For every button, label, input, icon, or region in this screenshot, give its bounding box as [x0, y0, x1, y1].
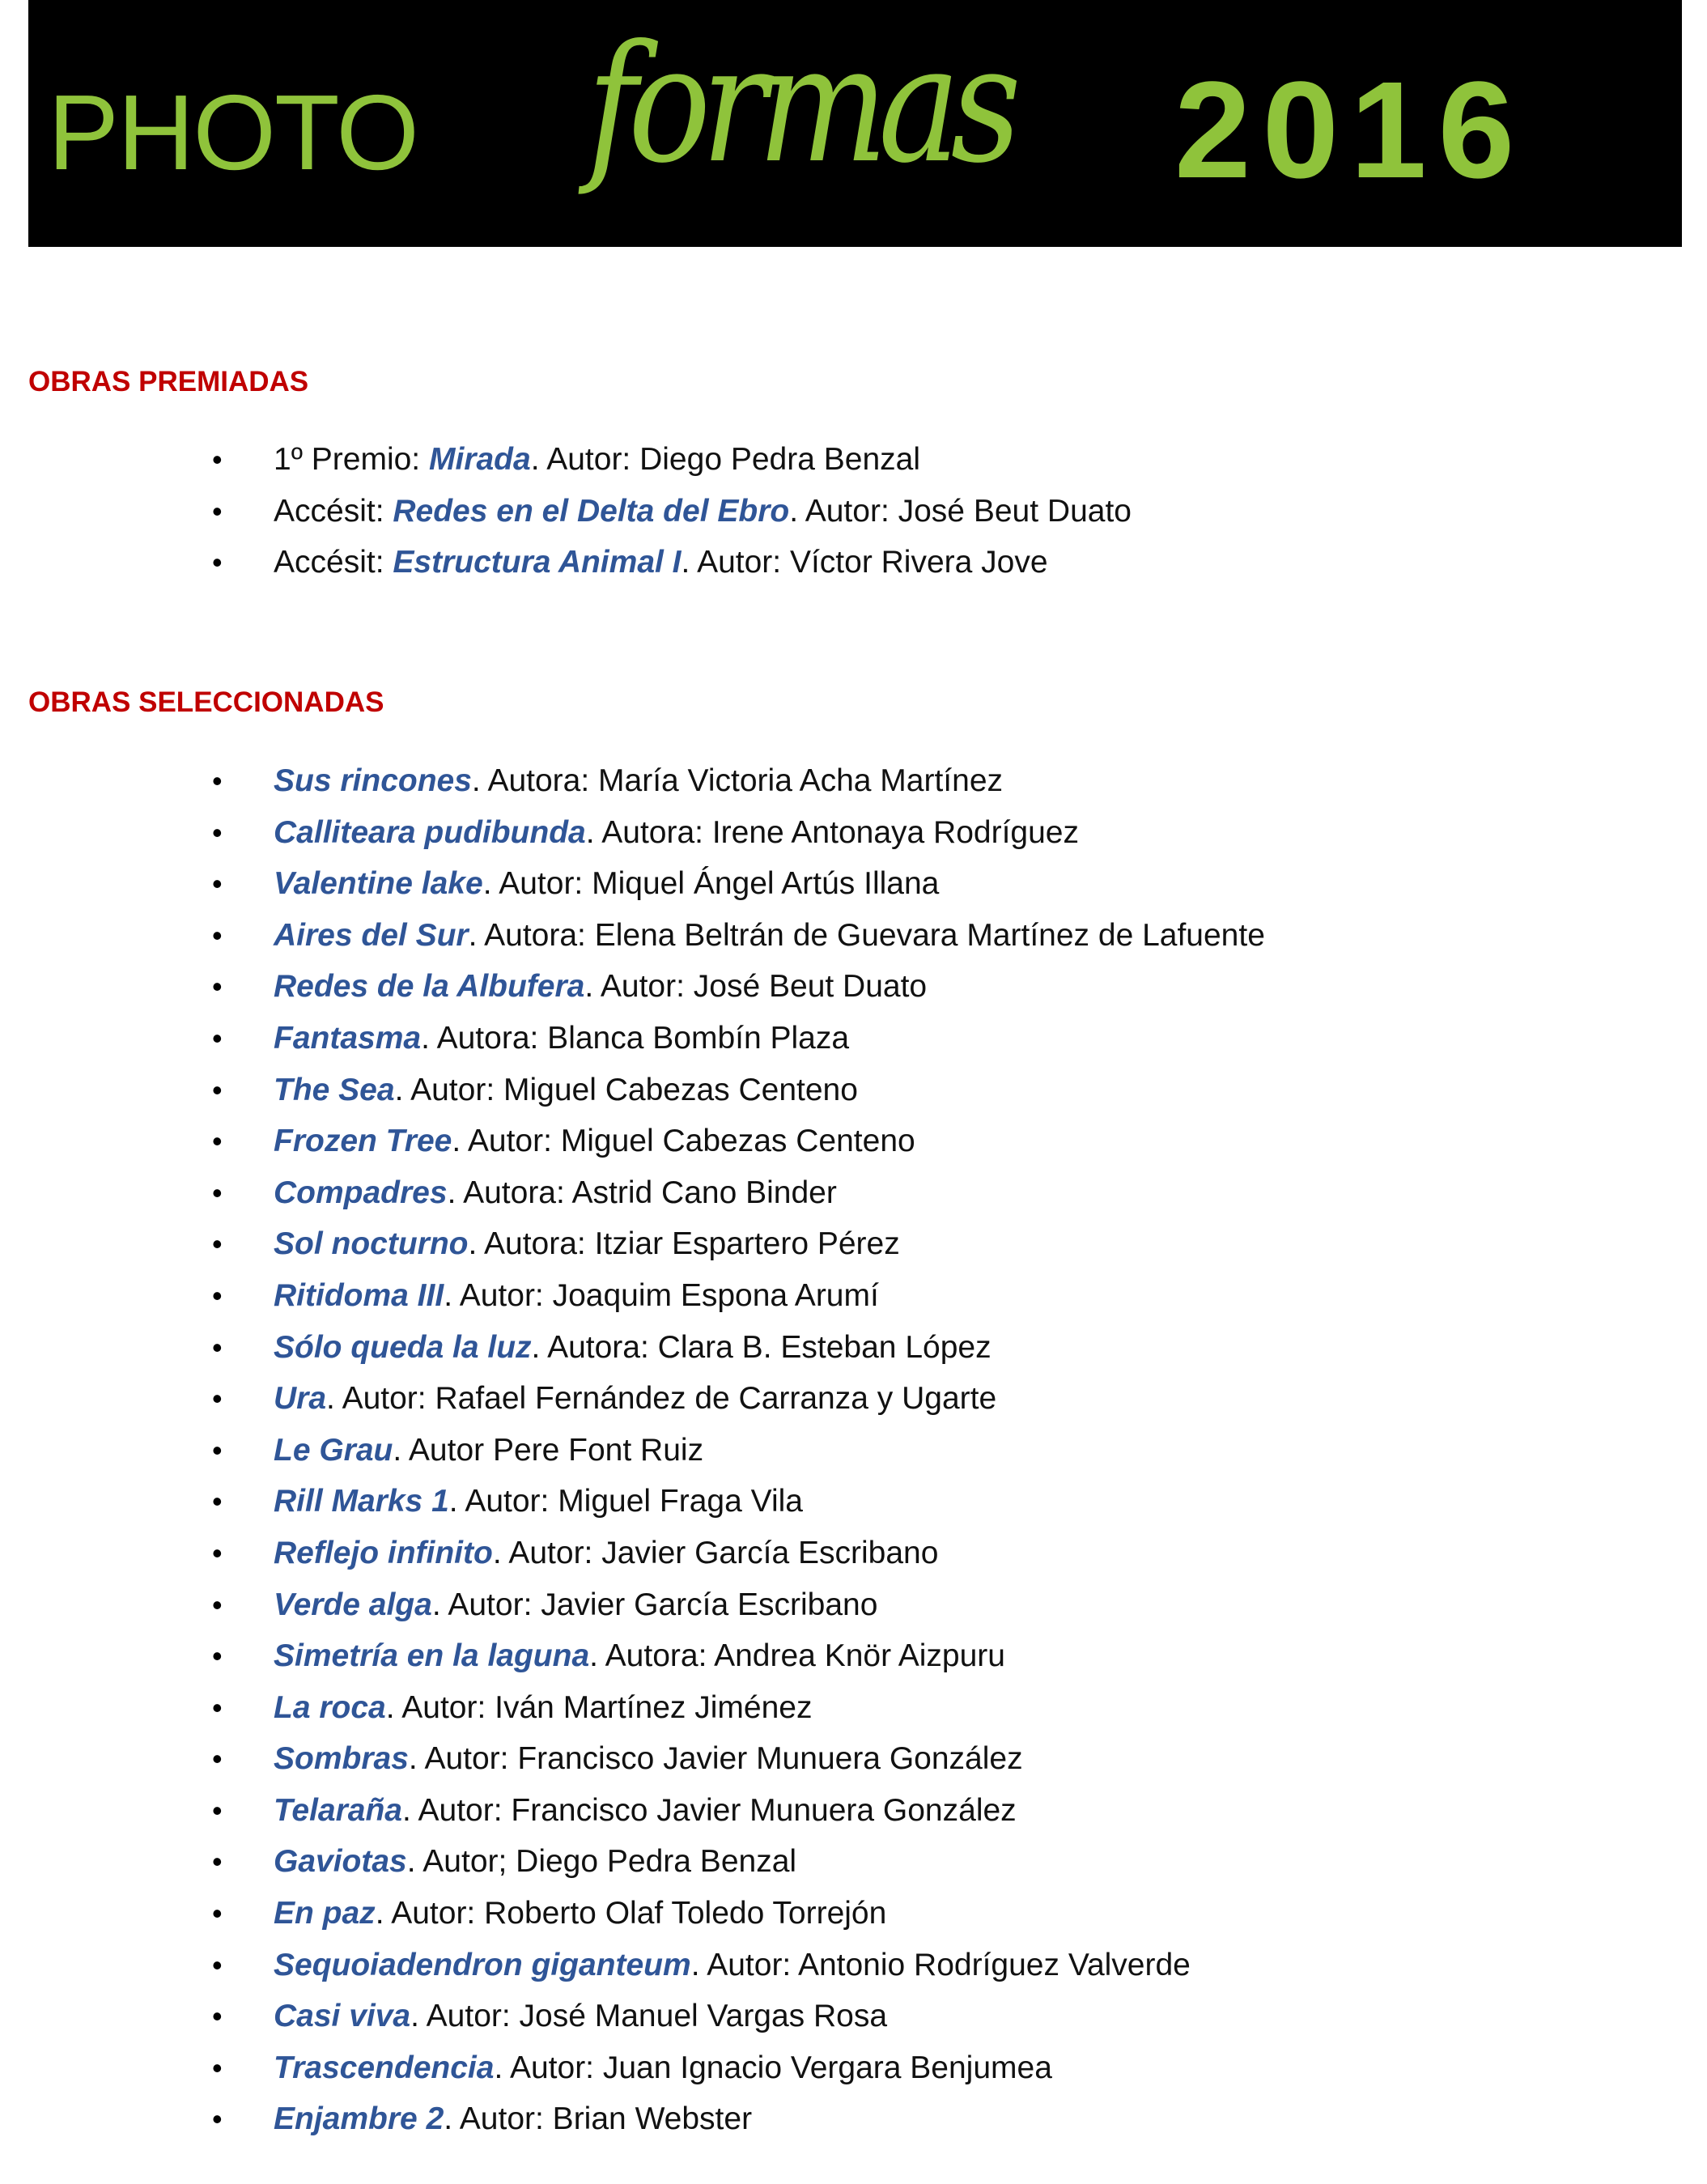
bullet-icon: •: [212, 1587, 223, 1621]
author-name: Autora: Astrid Cano Binder: [463, 1175, 837, 1210]
entry-text: [274, 1115, 915, 1167]
work-title: Estructura Animal I: [393, 545, 682, 580]
entry-text: [274, 1218, 900, 1270]
work-title: Gaviotas: [274, 1844, 407, 1880]
author-name: Autora: María Victoria Acha Martínez: [487, 763, 1004, 798]
bullet-icon: •: [212, 815, 223, 849]
author-name: Autora: Elena Beltrán de Guevara Martínez de Lafuente: [484, 917, 1265, 953]
work-title: Frozen Tree: [274, 1124, 452, 1159]
entry-text: [274, 1785, 1017, 1837]
entry-text: [274, 961, 927, 1013]
section-title-awarded: OBRAS PREMIADAS: [28, 366, 309, 397]
entry-text: [274, 858, 939, 910]
work-title: Casi viva: [274, 1999, 411, 2034]
work-title: The Sea: [274, 1072, 395, 1107]
work-title: Aires del Sur: [274, 917, 469, 953]
award-label: 1º Premio:: [274, 442, 429, 477]
bullet-icon: •: [212, 1690, 223, 1724]
work-title: Rill Marks 1: [274, 1484, 449, 1519]
separator: .: [375, 1896, 392, 1931]
entry-text: [274, 2093, 752, 2145]
entry-text: [274, 755, 1003, 807]
separator: .: [448, 1484, 465, 1519]
separator: .: [394, 1072, 411, 1107]
author-name: Autor: Antonio Rodríguez Valverde: [707, 1947, 1191, 1982]
separator: .: [690, 1947, 707, 1982]
author-name: Autora: Andrea Knör Aizpuru: [605, 1638, 1005, 1674]
separator: .: [431, 1587, 448, 1622]
work-title: Ritidoma III: [274, 1277, 444, 1313]
bullet-icon: •: [212, 1536, 223, 1570]
separator: .: [326, 1381, 342, 1417]
separator: .: [468, 917, 485, 953]
separator: .: [452, 1124, 468, 1159]
author-name: Autor: Víctor Rivera Jove: [697, 545, 1048, 580]
work-title: Redes de la Albufera: [274, 969, 585, 1005]
author-name: Autora: Blanca Bombín Plaza: [436, 1020, 850, 1056]
entry-text: [274, 1888, 886, 1940]
separator: .: [408, 1741, 425, 1777]
author-name: Autor: Javier García Escribano: [508, 1535, 939, 1570]
bullet-icon: •: [212, 1793, 223, 1827]
bullet-icon: •: [212, 1073, 223, 1107]
work-title: Sus rincones: [274, 763, 472, 798]
author-name: Autora: Itziar Espartero Pérez: [484, 1226, 900, 1262]
author-name: Autor: Miguel Fraga Vila: [465, 1484, 803, 1519]
separator: .: [531, 1329, 548, 1365]
separator: .: [530, 442, 547, 477]
entry-text: [274, 1167, 837, 1219]
entry-text: [274, 1064, 858, 1116]
bullet-icon: •: [212, 494, 223, 528]
separator: .: [681, 545, 698, 580]
work-title: Fantasma: [274, 1020, 422, 1056]
entry-text: [274, 1013, 849, 1064]
separator: .: [482, 866, 499, 902]
separator: .: [584, 969, 601, 1005]
author-name: Autor: Iván Martínez Jiménez: [401, 1689, 813, 1725]
bullet-icon: •: [212, 1845, 223, 1879]
work-title: La roca: [274, 1689, 386, 1725]
award-label: Accésit:: [274, 545, 393, 580]
separator: .: [385, 1689, 402, 1725]
bullet-icon: •: [212, 1227, 223, 1261]
separator: .: [401, 1792, 418, 1828]
author-name: Autor Pere Font Ruiz: [408, 1432, 704, 1468]
author-name: Autor: José Beut Duato: [600, 969, 928, 1005]
work-title: Enjambre 2: [274, 2101, 444, 2137]
work-title: Sombras: [274, 1741, 409, 1777]
author-name: Autora: Irene Antonaya Rodríguez: [601, 814, 1079, 850]
entry-text: [274, 1940, 1191, 1991]
work-title: Valentine lake: [274, 866, 483, 902]
work-title: Le Grau: [274, 1432, 393, 1468]
author-name: Autor: Javier García Escribano: [448, 1587, 878, 1622]
work-title: Compadres: [274, 1175, 448, 1210]
author-name: Autor; Diego Pedra Benzal: [423, 1844, 797, 1880]
separator: .: [447, 1175, 464, 1210]
work-title: Telaraña: [274, 1792, 402, 1828]
separator: .: [471, 763, 488, 798]
work-title: Trascendencia: [274, 2050, 495, 2085]
bullet-icon: •: [212, 1175, 223, 1209]
bullet-icon: •: [212, 1021, 223, 1055]
entry-text: [274, 1270, 879, 1322]
entry-text: [274, 2042, 1052, 2094]
entry-text: [274, 486, 1132, 538]
work-title: Simetría en la laguna: [274, 1638, 590, 1674]
work-title: Calliteara pudibunda: [274, 814, 586, 850]
bullet-icon: •: [212, 1382, 223, 1416]
bullet-icon: •: [212, 1124, 223, 1158]
bullet-icon: •: [212, 1948, 223, 1982]
bullet-icon: •: [212, 970, 223, 1004]
logo-photo-text: PHOTO: [48, 73, 418, 192]
entry-text: [274, 537, 1048, 588]
award-label: Accésit:: [274, 493, 393, 529]
work-title: Sólo queda la luz: [274, 1329, 532, 1365]
entry-text: [274, 1733, 1023, 1785]
author-name: Autor: Miquel Ángel Artús Illana: [499, 866, 940, 902]
bullet-icon: •: [212, 1485, 223, 1519]
author-name: Autor: Francisco Javier Munuera González: [418, 1792, 1017, 1828]
entry-text: [274, 1836, 796, 1888]
bullet-icon: •: [212, 2050, 223, 2084]
bullet-icon: •: [212, 764, 223, 797]
entry-text: [274, 1528, 938, 1579]
entry-text: [274, 807, 1079, 859]
work-title: En paz: [274, 1896, 376, 1931]
author-name: Autor: José Beut Duato: [805, 493, 1132, 529]
author-name: Autor: Rafael Fernández de Carranza y Ugarte: [342, 1381, 997, 1417]
author-name: Autor: Francisco Javier Munuera González: [424, 1741, 1023, 1777]
bullet-icon: •: [212, 1278, 223, 1312]
separator: .: [589, 1638, 605, 1674]
bullet-icon: •: [212, 1742, 223, 1776]
author-name: Autor: Miguel Cabezas Centeno: [467, 1124, 915, 1159]
work-title: Ura: [274, 1381, 327, 1417]
entry-text: [274, 1630, 1005, 1682]
separator: .: [468, 1226, 485, 1262]
entry-text: [274, 1322, 992, 1374]
bullet-icon: •: [212, 546, 223, 580]
bullet-icon: •: [212, 443, 223, 476]
author-name: Autor: Joaquim Espona Arumí: [459, 1277, 879, 1313]
separator: .: [444, 2101, 460, 2137]
bullet-icon: •: [212, 1999, 223, 2033]
separator: .: [492, 1535, 509, 1570]
author-name: Autora: Clara B. Esteban López: [547, 1329, 992, 1365]
bullet-icon: •: [212, 2102, 223, 2136]
work-title: Sequoiadendron giganteum: [274, 1947, 691, 1982]
bullet-icon: •: [212, 1433, 223, 1467]
bullet-icon: •: [212, 1330, 223, 1364]
separator: .: [393, 1432, 409, 1468]
author-name: Autor: Miguel Cabezas Centeno: [410, 1072, 858, 1107]
bullet-icon: •: [212, 1897, 223, 1931]
separator: .: [406, 1844, 423, 1880]
work-title: Sol nocturno: [274, 1226, 469, 1262]
separator: .: [410, 1999, 427, 2034]
entry-text: [274, 1579, 877, 1631]
logo-formas-text: formas: [587, 11, 1012, 199]
work-title: Redes en el Delta del Ebro: [393, 493, 790, 529]
work-title: Reflejo infinito: [274, 1535, 493, 1570]
entry-text: [274, 1373, 996, 1425]
work-title: Verde alga: [274, 1587, 432, 1622]
logo-year-text: 2016: [1174, 53, 1527, 207]
separator: .: [789, 493, 805, 529]
entry-text: [274, 434, 920, 486]
entry-text: [274, 1682, 812, 1734]
section-title-selected: OBRAS SELECCIONADAS: [28, 686, 384, 718]
author-name: Autor: Juan Ignacio Vergara Benjumea: [509, 2050, 1052, 2085]
separator: .: [585, 814, 602, 850]
author-name: Autor: Brian Webster: [459, 2101, 753, 2137]
entry-text: [274, 1476, 803, 1528]
photoformas-banner: [28, 0, 1682, 247]
author-name: Autor: José Manuel Vargas Rosa: [426, 1999, 888, 2034]
separator: .: [444, 1277, 460, 1313]
entry-text: [274, 1425, 703, 1477]
separator: .: [421, 1020, 437, 1056]
entry-text: [274, 910, 1265, 962]
work-title: Mirada: [428, 442, 531, 477]
bullet-icon: •: [212, 918, 223, 952]
entry-text: [274, 1991, 887, 2042]
bullet-icon: •: [212, 867, 223, 901]
author-name: Autor: Roberto Olaf Toledo Torrejón: [391, 1896, 887, 1931]
separator: .: [494, 2050, 510, 2085]
bullet-icon: •: [212, 1639, 223, 1673]
author-name: Autor: Diego Pedra Benzal: [546, 442, 920, 477]
